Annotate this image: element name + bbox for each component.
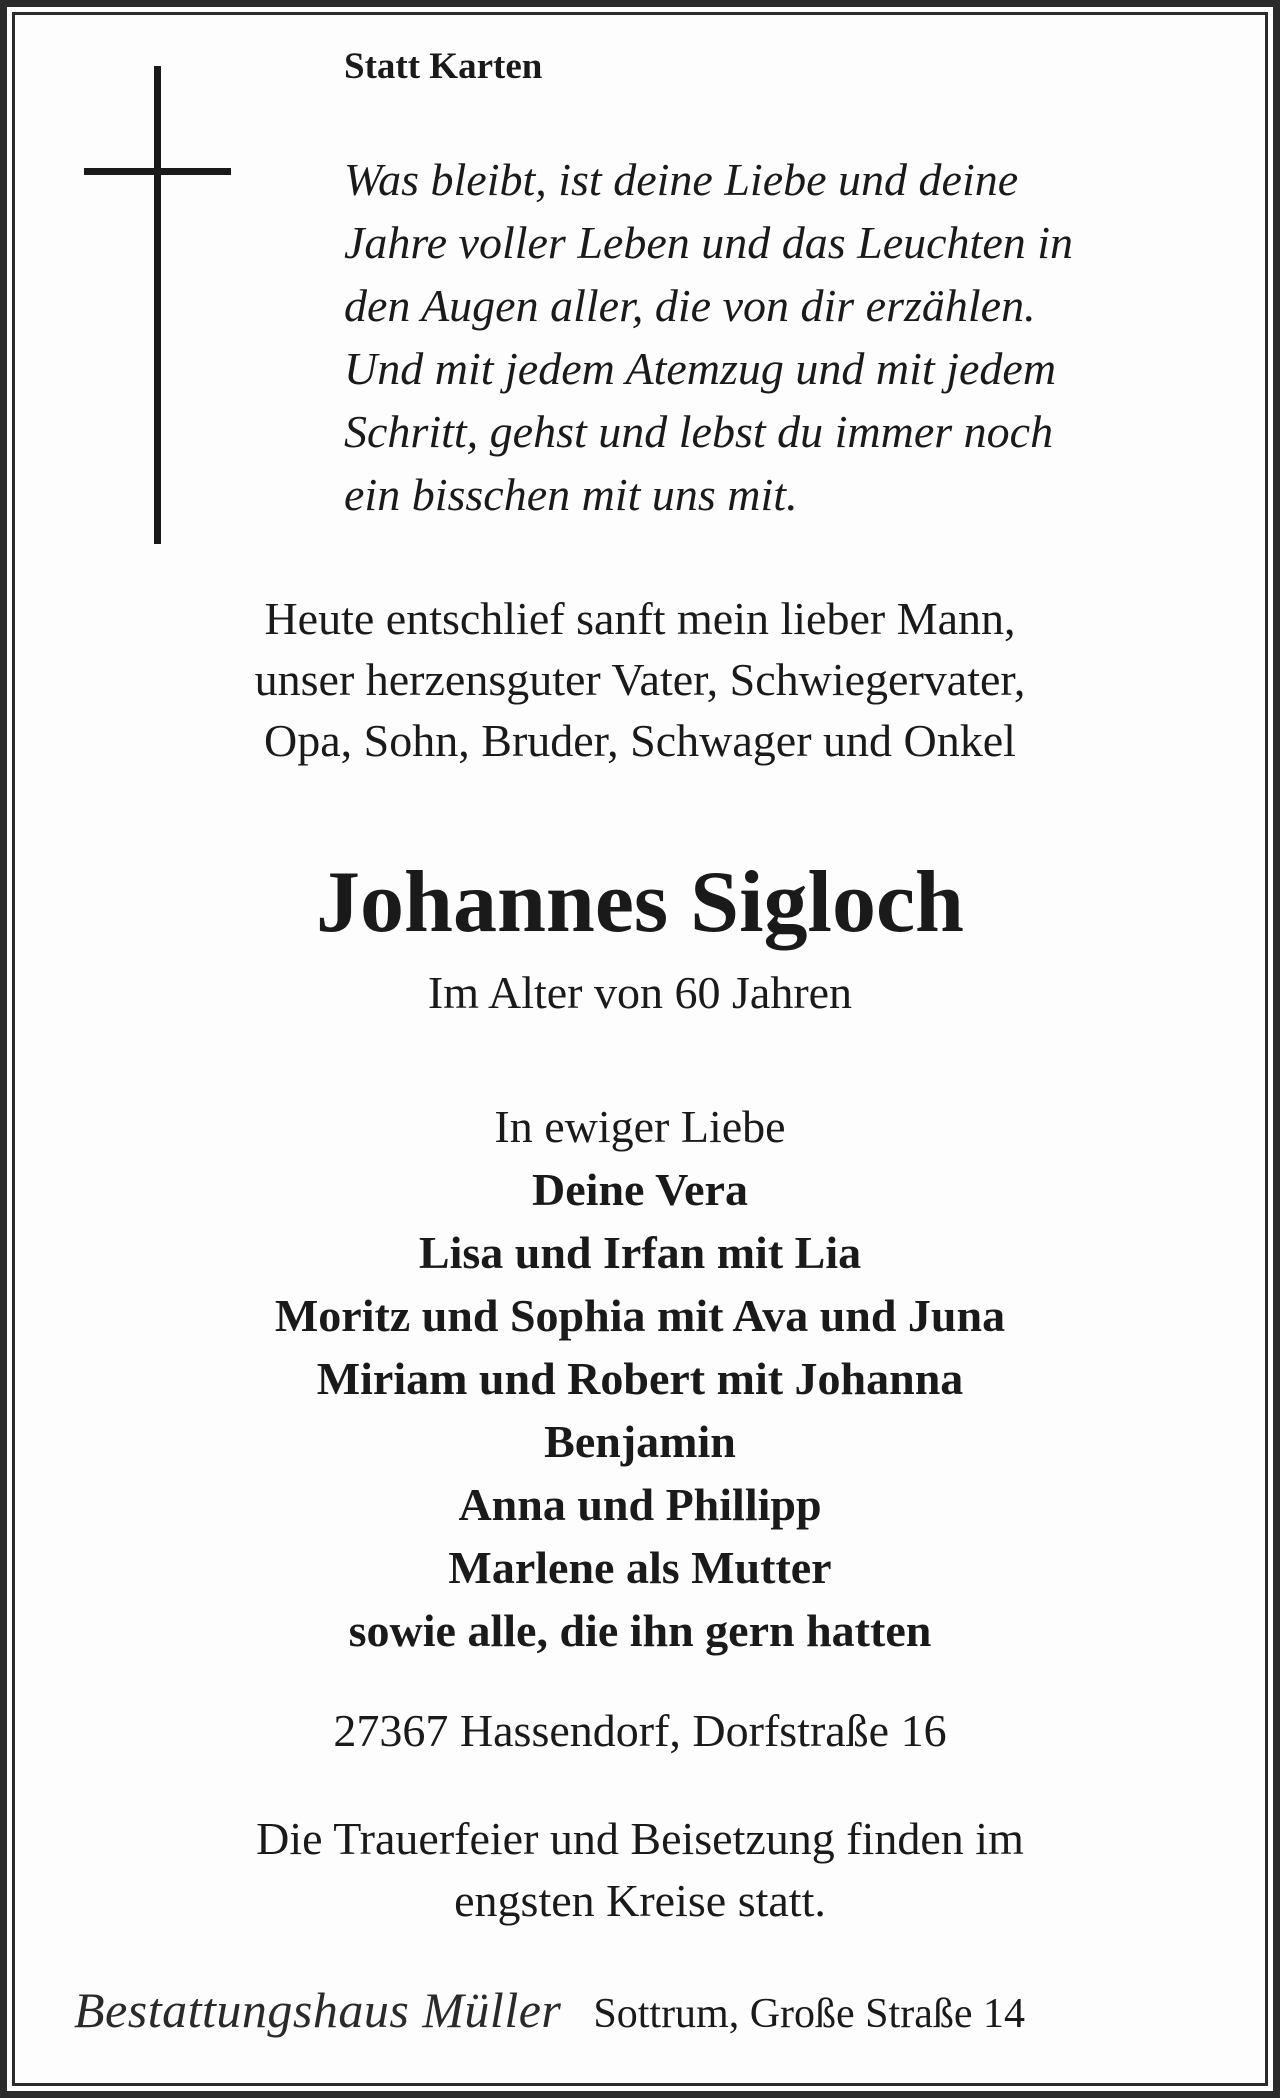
mourner-line: Benjamin: [544, 1416, 736, 1467]
cross-vertical-bar: [154, 66, 161, 544]
poem-line: Schritt, gehst und lebst du immer noch: [344, 406, 1054, 457]
mourners-intro: In ewiger Liebe: [494, 1101, 786, 1152]
cross-horizontal-bar: [84, 168, 231, 175]
mourner-line: Deine Vera: [532, 1164, 748, 1215]
intro-line: Heute entschlief sanft mein lieber Mann,: [264, 593, 1016, 644]
funeral-home-name: Bestattungshaus Müller: [74, 1982, 562, 2038]
ceremony-line: Die Trauerfeier und Beisetzung finden im: [256, 1813, 1024, 1864]
intro-block: [0, 588, 1280, 771]
poem-block: [344, 148, 1244, 526]
intro-line: Opa, Sohn, Bruder, Schwager und Onkel: [264, 715, 1016, 766]
mourners-block: [0, 1096, 1280, 1662]
poem-line: Und mit jedem Atemzug und mit jedem: [344, 343, 1057, 394]
poem-line: den Augen aller, die von dir erzählen.: [344, 280, 1036, 331]
age-text: Im Alter von 60 Jahren: [427, 967, 853, 1018]
mourner-line: Miriam und Robert mit Johanna: [316, 1353, 964, 1404]
poem-line: Jahre voller Leben und das Leuchten in: [344, 217, 1074, 268]
deceased-name: Johannes Sigloch: [316, 854, 964, 951]
family-address: 27367 Hassendorf, Dorfstraße 16: [333, 1705, 947, 1756]
funeral-home-address: Sottrum, Große Straße 14: [593, 1991, 1025, 2037]
mourner-line: Marlene als Mutter: [448, 1542, 832, 1593]
poem-line: ein bisschen mit uns mit.: [344, 469, 798, 520]
mourner-line: Anna und Phillipp: [458, 1479, 822, 1530]
mourner-line: sowie alle, die ihn gern hatten: [348, 1605, 932, 1656]
intro-line: unser herzensguter Vater, Schwiegervater,: [254, 654, 1026, 705]
header-label: Statt Karten: [344, 46, 543, 87]
poem-line: Was bleibt, ist deine Liebe und deine: [344, 154, 1019, 205]
mourner-line: Lisa und Irfan mit Lia: [418, 1227, 862, 1278]
mourner-line: Moritz und Sophia mit Ava und Juna: [274, 1290, 1006, 1341]
ceremony-block: [0, 1808, 1280, 1932]
ceremony-line: engsten Kreise statt.: [454, 1875, 826, 1926]
funeral-home-footer: [74, 1980, 1224, 2044]
